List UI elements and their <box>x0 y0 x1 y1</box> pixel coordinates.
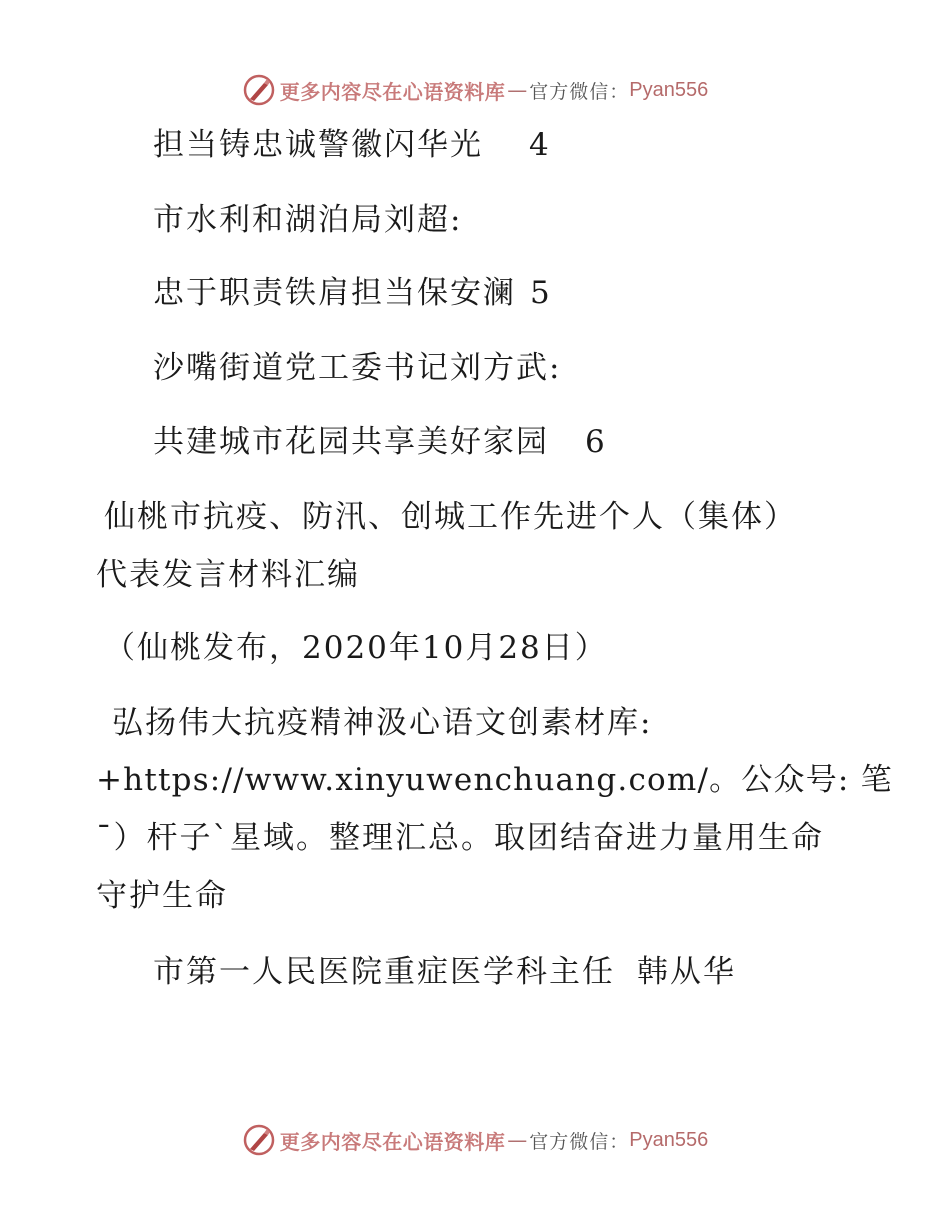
banner-wechat-label: 官方微信： <box>529 1130 630 1153</box>
toc-entry-title: 担当铸忠诚警徽闪华光 <box>153 127 483 163</box>
pen-circle-icon <box>242 73 276 107</box>
banner-wechat-label: 官方微信： <box>529 80 630 103</box>
document-title-line-1 <box>104 497 797 537</box>
paragraph-text: +https://www.xinyuwenchuang.com/。公众号: 笔 <box>96 762 893 798</box>
paragraph-text: 守护生命 <box>96 878 228 914</box>
paragraph-line <box>96 876 228 916</box>
toc-speaker-label: 沙嘴街道党工委书记刘方武: <box>153 350 562 386</box>
toc-page-number: 4 <box>529 127 551 163</box>
toc-entry-police <box>153 125 551 165</box>
speaker-byline <box>153 952 736 992</box>
paragraph-line <box>112 703 652 743</box>
banner-wechat-id: Pyan556 <box>629 78 709 101</box>
document-title-text: 仙桃市抗疫、防汛、创城工作先进个人（集体） <box>104 499 797 535</box>
toc-page-number: 5 <box>530 275 552 311</box>
document-title-line-2 <box>96 555 360 595</box>
paragraph-text: ¯）杆子`星域。整理汇总。取团结奋进力量用生命 <box>96 820 824 856</box>
speaker-name: 韩从华 <box>637 954 736 990</box>
document-source-date <box>104 628 608 668</box>
footer-watermark-banner <box>0 1120 950 1160</box>
toc-page-number: 6 <box>585 424 607 460</box>
header-watermark-banner <box>0 70 950 110</box>
toc-entry-speaker <box>153 348 561 388</box>
paragraph-line-url <box>96 760 893 800</box>
source-date-text: （仙桃发布，2020年10月28日） <box>104 630 608 666</box>
document-title-text: 代表发言材料汇编 <box>96 557 360 593</box>
toc-entry-flood <box>153 273 552 313</box>
banner-main-text: 更多内容尽在心语资料库 <box>279 1129 506 1154</box>
banner-separator: — <box>507 78 528 102</box>
paragraph-text: 弘扬伟大抗疫精神汲心语文创素材库: <box>112 705 653 741</box>
banner-main-text: 更多内容尽在心语资料库 <box>279 79 506 104</box>
banner-wechat-id: Pyan556 <box>629 1128 709 1151</box>
pen-circle-icon <box>242 1123 276 1157</box>
banner-separator: — <box>507 1128 528 1152</box>
speaker-title: 市第一人民医院重症医学科主任 <box>153 954 615 990</box>
toc-entry-title: 忠于职责铁肩担当保安澜 <box>153 275 516 311</box>
toc-entry-speaker <box>153 200 462 240</box>
paragraph-line <box>96 818 824 858</box>
toc-speaker-label: 市水利和湖泊局刘超: <box>153 202 463 238</box>
toc-entry-city <box>153 422 607 462</box>
toc-entry-title: 共建城市花园共享美好家园 <box>153 424 549 460</box>
